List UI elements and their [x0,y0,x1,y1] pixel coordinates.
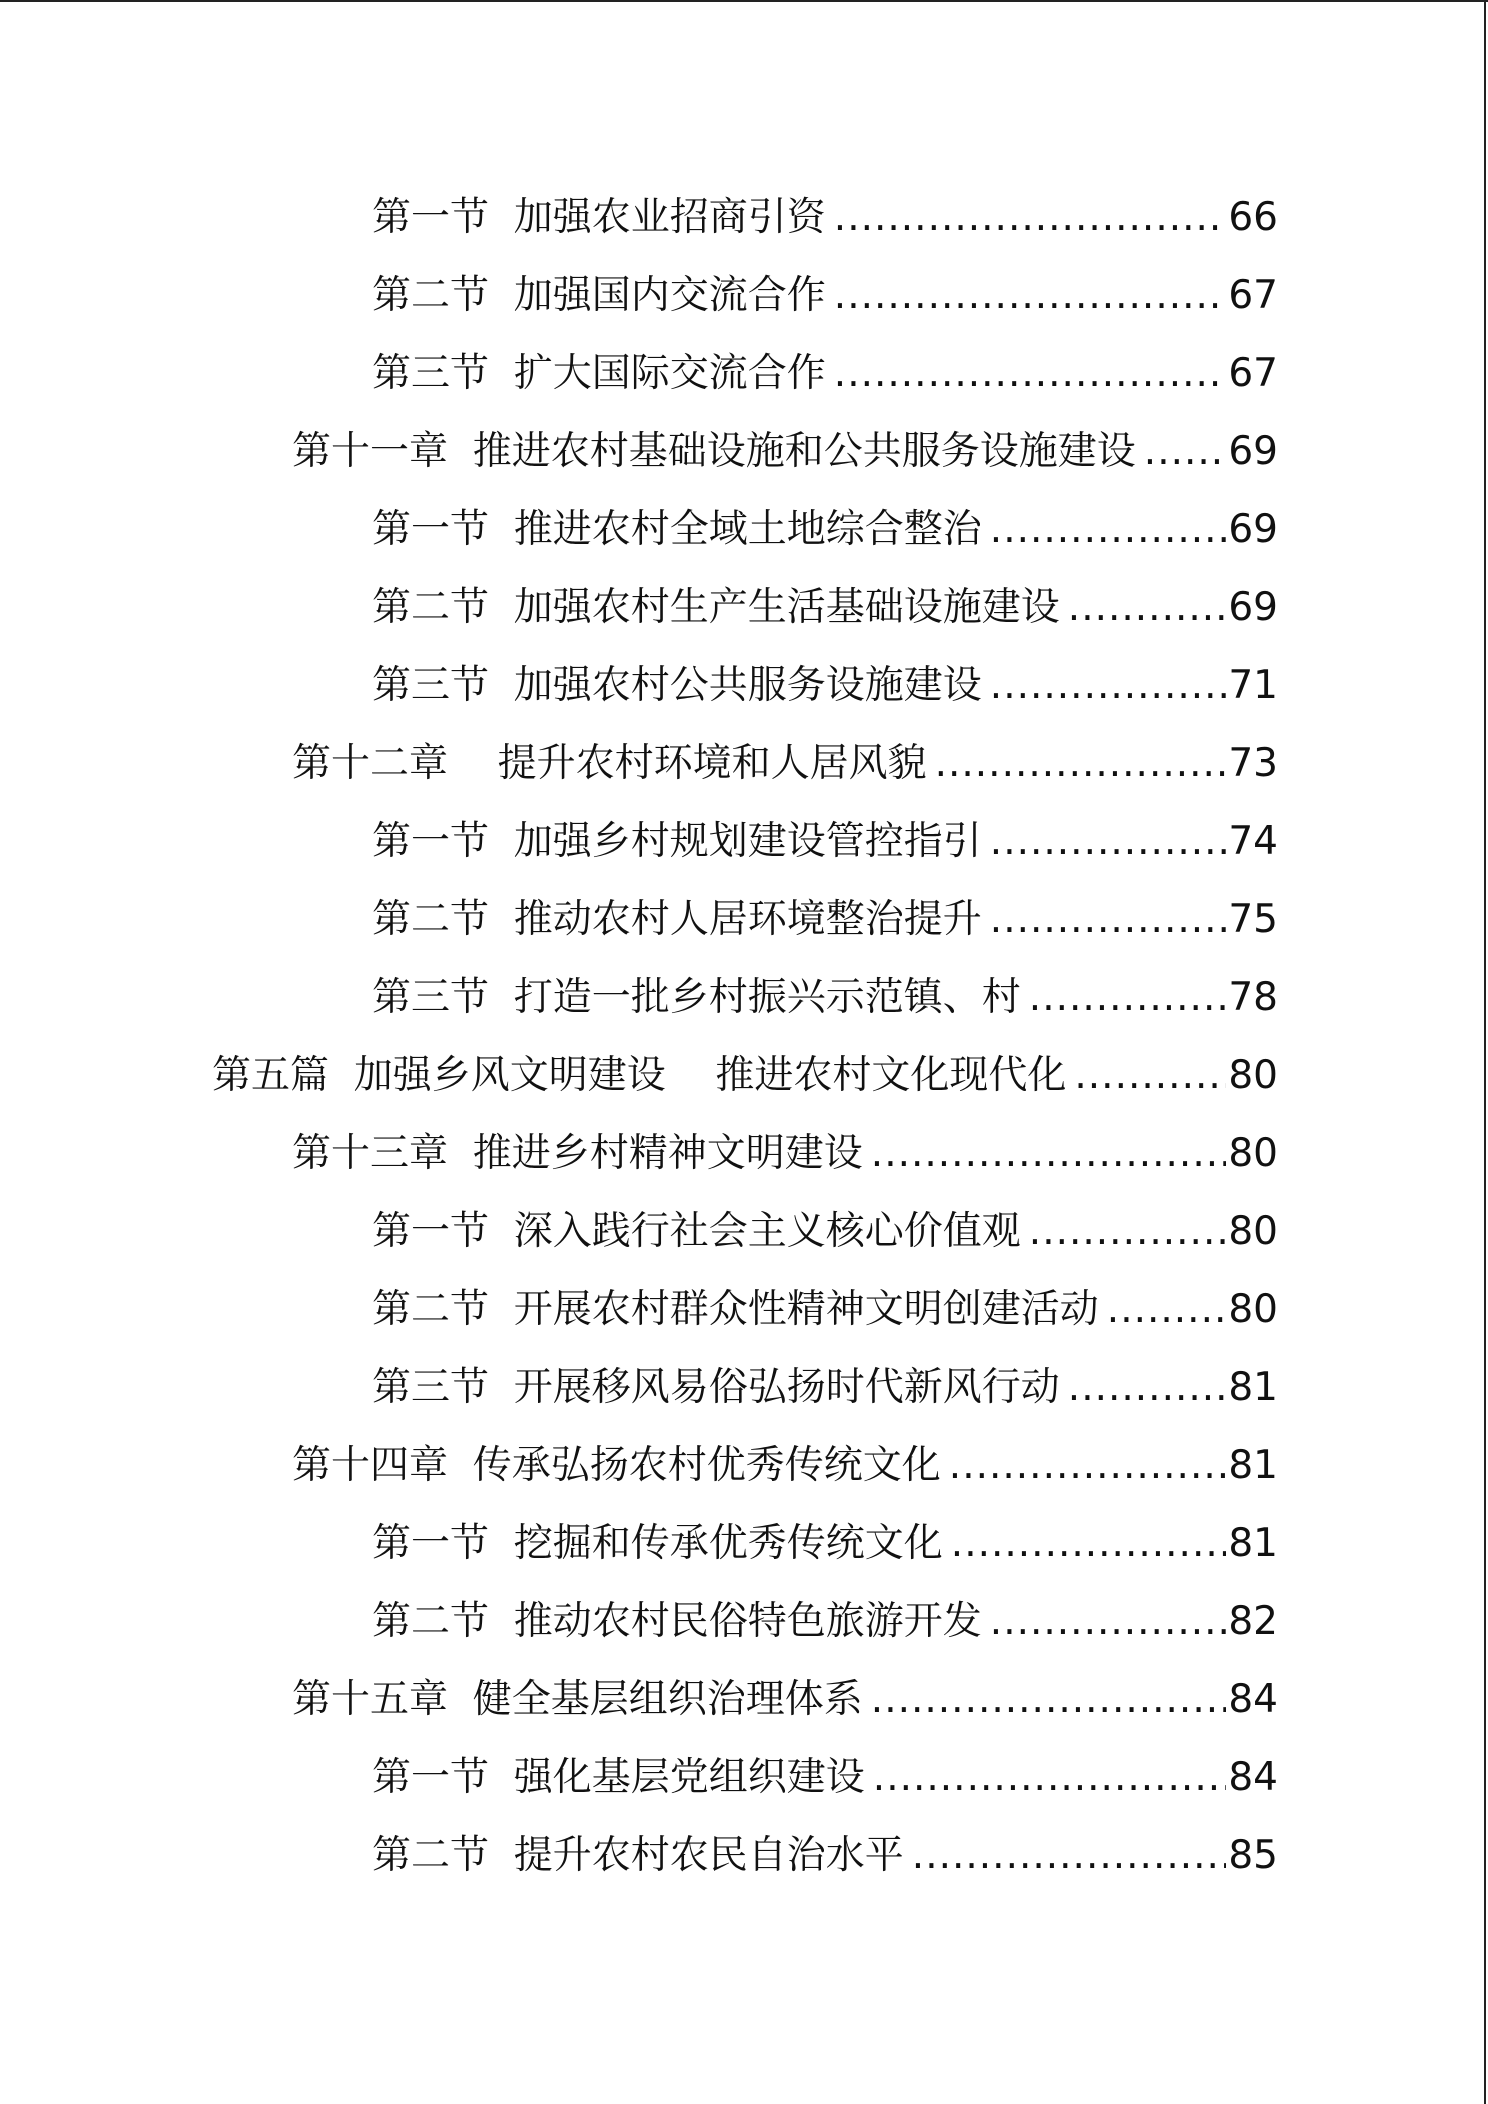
toc-dot-leader [990,814,1227,870]
toc-entry[interactable] [372,1204,1278,1260]
toc-dot-leader [1068,580,1227,636]
toc-entry-title: 第十四章 传承弘扬农村优秀传统文化 [292,1443,941,1488]
toc-entry[interactable] [372,502,1278,558]
toc-entry-title: 第二节 推动农村民俗特色旅游开发 [372,1599,982,1644]
toc-dot-leader [1144,424,1227,480]
toc-entry-title: 第二节 推动农村人居环境整治提升 [372,897,982,942]
toc-page-number: 66 [1228,195,1278,240]
toc-page-number: 73 [1228,741,1278,786]
toc-entry-title: 第十一章 推进农村基础设施和公共服务设施建设 [292,429,1136,474]
toc-dot-leader [871,1672,1227,1728]
toc-page-number: 71 [1228,663,1278,708]
toc-entry-title: 第一节 加强农业招商引资 [372,195,826,240]
toc-page-number: 85 [1228,1833,1278,1878]
toc-page-number: 80 [1228,1131,1278,1176]
toc-entry-title: 第十三章 推进乡村精神文明建设 [292,1131,863,1176]
toc-entry[interactable] [292,1126,1278,1182]
toc-entry-title: 第三节 开展移风易俗弘扬时代新风行动 [372,1365,1060,1410]
toc-entry[interactable] [372,814,1278,870]
toc-entry-title: 第一节 深入践行社会主义核心价值观 [372,1209,1021,1254]
toc-page-number: 75 [1228,897,1278,942]
toc-dot-leader [1068,1360,1227,1416]
toc-entry-title: 第二节 加强农村生产生活基础设施建设 [372,585,1060,630]
toc-page-number: 69 [1228,429,1278,474]
toc-page-number: 69 [1228,507,1278,552]
toc-entry[interactable] [292,736,1278,792]
toc-page-number: 67 [1228,351,1278,396]
toc-entry[interactable] [372,346,1278,402]
toc-entry-title: 第一节 挖掘和传承优秀传统文化 [372,1521,943,1566]
toc-entry[interactable] [212,1048,1278,1104]
toc-entry[interactable] [372,580,1278,636]
toc-entry[interactable] [372,892,1278,948]
toc-page-number: 80 [1228,1287,1278,1332]
toc-entry[interactable] [372,970,1278,1026]
toc-entry[interactable] [372,658,1278,714]
toc-entry-title: 第二节 提升农村农民自治水平 [372,1833,904,1878]
toc-entry-title: 第十五章 健全基层组织治理体系 [292,1677,863,1722]
toc-page-number: 80 [1228,1053,1278,1098]
toc-page-number: 84 [1228,1755,1278,1800]
toc-dot-leader [951,1516,1227,1572]
toc-entry-title: 第一节 加强乡村规划建设管控指引 [372,819,982,864]
toc-entry[interactable] [372,1750,1278,1806]
toc-entry[interactable] [292,424,1278,480]
toc-page-number: 81 [1228,1521,1278,1566]
toc-page-number: 80 [1228,1209,1278,1254]
toc-dot-leader [834,346,1227,402]
toc-page-number: 67 [1228,273,1278,318]
toc-dot-leader [1029,970,1227,1026]
toc-dot-leader [834,268,1227,324]
toc-page-number: 81 [1228,1443,1278,1488]
toc-dot-leader [871,1126,1227,1182]
toc-entry[interactable] [372,1360,1278,1416]
toc-entry[interactable] [292,1672,1278,1728]
toc-entry-title: 第十二章 提升农村环境和人居风貌 [292,741,927,786]
toc-dot-leader [935,736,1227,792]
toc-dot-leader [990,1594,1227,1650]
toc-entry[interactable] [372,1594,1278,1650]
toc-entry[interactable] [372,1282,1278,1338]
toc-page-number: 78 [1228,975,1278,1020]
toc-dot-leader [949,1438,1227,1494]
toc-dot-leader [990,892,1227,948]
toc-entry-title: 第二节 开展农村群众性精神文明创建活动 [372,1287,1099,1332]
toc-entry-title: 第一节 强化基层党组织建设 [372,1755,865,1800]
toc-dot-leader [912,1828,1227,1884]
toc-dot-leader [990,658,1227,714]
toc-entry-title: 第二节 加强国内交流合作 [372,273,826,318]
toc-page-number: 69 [1228,585,1278,630]
toc-page-number: 82 [1228,1599,1278,1644]
toc-entry-title: 第三节 扩大国际交流合作 [372,351,826,396]
toc-dot-leader [834,190,1227,246]
toc-page-number: 74 [1228,819,1278,864]
toc-dot-leader [1029,1204,1227,1260]
toc-entry[interactable] [372,1828,1278,1884]
toc-page-number: 81 [1228,1365,1278,1410]
toc-page-number: 84 [1228,1677,1278,1722]
toc-dot-leader [873,1750,1227,1806]
toc-entry-title: 第一节 推进农村全域土地综合整治 [372,507,982,552]
toc-entry-title: 第三节 加强农村公共服务设施建设 [372,663,982,708]
toc-entry[interactable] [372,190,1278,246]
toc-entry-title: 第五篇 加强乡风文明建设 推进农村文化现代化 [212,1053,1067,1098]
toc-entry[interactable] [372,268,1278,324]
toc-entry[interactable] [372,1516,1278,1572]
toc-dot-leader [1074,1048,1226,1104]
toc-entry-title: 第三节 打造一批乡村振兴示范镇、村 [372,975,1021,1020]
toc-dot-leader [1107,1282,1227,1338]
toc-dot-leader [990,502,1227,558]
toc-entry[interactable] [292,1438,1278,1494]
